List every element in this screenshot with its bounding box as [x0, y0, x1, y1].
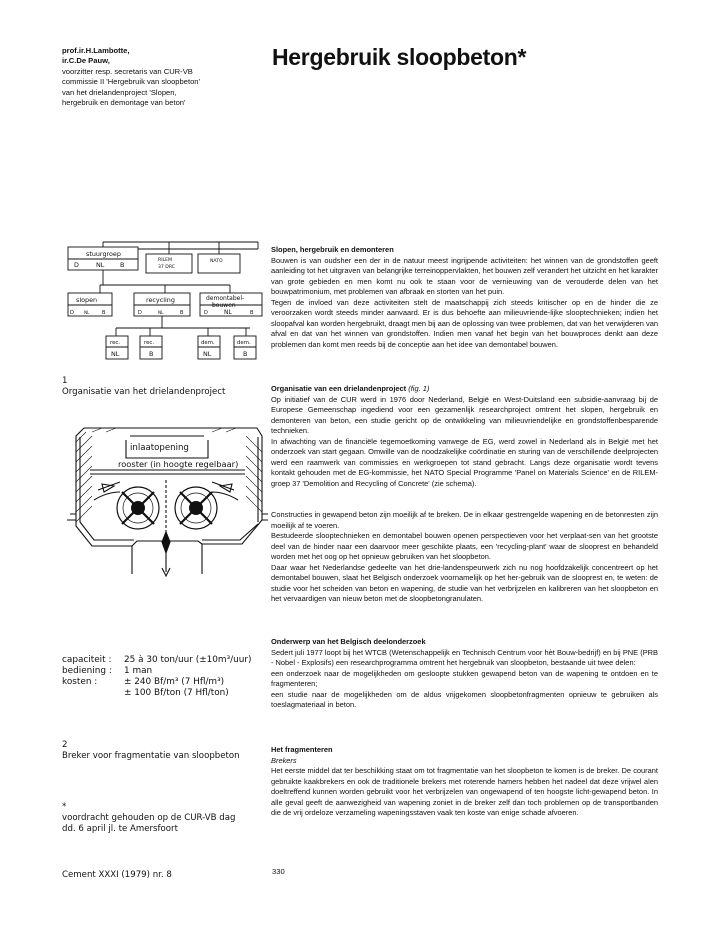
org-slopen-d: D: [70, 310, 74, 316]
subheading: Brekers: [271, 755, 297, 765]
footnote-line-1: voordracht gehouden op de CUR-VB dag: [62, 813, 236, 823]
crusher-drawing: [62, 422, 270, 684]
author-line-3: van het drielandenproject 'Slopen,: [62, 87, 177, 97]
author-line-4: hergebruik en demontage van beton': [62, 98, 186, 108]
org-stuurgroep: stuurgroep: [86, 250, 121, 258]
paragraph: Daar waar het Nederlandse gedeelte van het drie-landenspeurwerk zich nu nog hoofdzakelijk concentreert op het demontabel bouwen, slaat het Belgisch onderzoek voornamelijk op het her-gebruik van de slooprest en, te weten: de studie voor het scheiden van beton en wapening, de studie van het verbrijzelen en kalibreren van het sloopbeton en het vervaardigen van nieuw beton met de sloopbetongranulaten.: [271, 562, 658, 604]
spec-label: kosten :: [62, 677, 98, 687]
spec-label: bediening :: [62, 666, 112, 676]
figure-reference: (fig. 1): [408, 384, 430, 393]
org-sub-4-country: B: [243, 350, 248, 358]
org-sub-1-label: rec.: [110, 340, 121, 346]
section-slopen: [271, 245, 658, 350]
org-top-d: D: [74, 261, 79, 269]
label-inlaatopening: inlaatopening: [130, 443, 189, 453]
section-organisatie: [271, 384, 658, 489]
spec-row: [62, 688, 270, 699]
org-sub-3-label: dem.: [201, 340, 215, 346]
crusher-rotor-left: [117, 487, 159, 529]
spec-row: [62, 677, 270, 688]
org-bouwen: bouwen: [212, 302, 236, 309]
org-nato: NATO: [210, 259, 223, 264]
org-slopen: slopen: [76, 296, 98, 304]
spec-value: 1 man: [124, 666, 153, 676]
spec-row: [62, 666, 270, 677]
section-belgisch-onderzoek: [271, 637, 658, 711]
author-line-2: commissie II 'Hergebruik van sloopbeton': [62, 77, 200, 87]
section-heading: Slopen, hergebruik en demonteren: [271, 245, 394, 254]
spec-label: [62, 688, 124, 699]
org-dem-b: B: [250, 310, 254, 316]
spec-label: capaciteit :: [62, 655, 112, 665]
footnote-line-2: dd. 6 april jl. te Amersfoort: [62, 824, 178, 834]
org-demontabel: demontabel-: [206, 295, 245, 302]
org-recycling: recycling: [146, 296, 175, 304]
org-chart: [62, 240, 268, 365]
section-heading: Onderwerp van het Belgisch deelonderzoek: [271, 637, 426, 646]
spec-value: ± 100 Bf/ton (7 Hfl/ton): [124, 688, 229, 698]
paragraph: Bouwen is van oudsher een der in de natuur meest ingrijpende activiteiten: het winnen van de grondstoffen geeft aanleiding tot het uitgraven van belangrijke terreinoppervlakten, het bouwen zelf verandert het uitzicht en het karakter van grote gebieden en men komt nu ook te staan voor de vernieuwing van de verouderde delen van het bouwpatrimonium, met problemen van afbraak en storten van het puin.: [271, 255, 658, 297]
paragraph: Tegen de invloed van deze activiteiten stelt de maatschappij zich steeds kritischer op en de hinder die ze veroorzaken wordt steeds minder aanvaard. Er is dus behoefte aan milieuvriende-lijke slooptechnieken; indien het sloopafval kan worden hergebruikt, draagt men bij aan de oplossing van twee problemen, dat van het verwijderen van afval en dat van het winnen van grondstoffen. Indien men vanaf het begin van het bouwproces denkt aan deze problemen dan komt men reeds bij de conceptie aan het idee van demontabel bouwen.: [271, 297, 658, 349]
paragraph: Sedert juli 1977 loopt bij het WTCB (Wetenschappelijk en Technisch Centrum voor hèt Bouw-bedrijf) en bij PNE (PRB - Nobel - Explosifs) een researchprogramma omtrent het hergebruik van sloopbeton, bestaande uit twee delen:: [271, 647, 658, 668]
paragraph: Constructies in gewapend beton zijn moeilijk af te breken. De in elkaar gestrengelde wapening en de betonresten zijn moeilijk af te voeren.: [271, 510, 658, 530]
author-line-1: voorzitter resp. secretaris van CUR-VB: [62, 66, 193, 76]
journal-footer: Cement XXXI (1979) nr. 8: [62, 870, 172, 880]
paragraph: Op initiatief van de CUR werd in 1976 door Nederland, België en West-Duitsland een subsidie-aanvraag bij de Europese Gemeenschap ingediend voor een gezamenlijk researchproject omtrent het slopen, hergebruik en demonteren van beton, een studie gericht op de ontwikkeling van milieuvriendelijke en grondstoffenbesparende technieken.: [271, 394, 658, 436]
org-sub-4-label: dem.: [237, 340, 251, 346]
paragraph: Bestudeerde slooptechnieken en demontabel bouwen openen perspectieven voor het verplaat-sen van het grootste deel van de hinder naar een daarvoor meer geschikte plaats, een 'recycling-plant' waar de slooprest en behandeld worden met het oog op het opnieuw gebruiken van het sloopbeton.: [271, 531, 658, 562]
org-dem-nl: NL: [224, 309, 232, 316]
paragraph: een onderzoek naar de mogelijkheden om gesloopte stukken gewapend beton van de wapening te ontdoen en te fragmenteren;: [271, 668, 658, 689]
org-sub-2-label: rec.: [144, 340, 155, 346]
spec-row: [62, 655, 270, 666]
paragraph: In afwachting van de financiële tegemoetkoming vanwege de EG, werd zowel in Nederland als in België met het onderzoek van start gegaan. Omwille van de noodzakelijke coördinatie en sturing van de verschillende deelprojecten werd een raamwerk van commissies en werkgroepen tot stand gebracht. Langs deze organisatie wordt tevens kontakt gehouden met de EG-kommissie, het NATO Special Programme 'Panel on Materials Science' en de RILEM-groep 37 'Demolition and Recycling of Concrete' (zie schema).: [271, 436, 658, 488]
org-slopen-nl: NL: [84, 310, 90, 315]
org-sub-3-country: NL: [203, 350, 212, 358]
org-slopen-b: B: [102, 310, 106, 316]
paragraph: een studie naar de mogelijkheden om de aldus vrijgekomen sloopbetonfragmenten opnieuw te gebruiken als toeslagmateriaal in beton.: [271, 689, 658, 710]
org-top-nl: NL: [96, 261, 105, 269]
label-rooster: rooster (in hoogte regelbaar): [118, 459, 239, 469]
org-sub-1-country: NL: [111, 350, 120, 358]
section-fragmenteren: [271, 745, 658, 819]
org-recycling-nl: NL: [158, 310, 164, 315]
org-rilem-sub: 37 DRC: [158, 265, 176, 270]
crusher-specs: [62, 655, 270, 699]
author-name-1: prof.ir.H.Lambotte,: [62, 46, 130, 55]
org-dem-d: D: [204, 310, 208, 316]
spec-value: 25 à 30 ton/uur (±10m³/uur): [124, 655, 252, 665]
org-recycling-d: D: [138, 310, 142, 316]
section-heading: Het fragmenteren: [271, 745, 333, 754]
page-number: 330: [272, 867, 285, 876]
org-top-b: B: [120, 261, 125, 269]
org-sub-2-country: B: [149, 350, 154, 358]
author-block: [62, 46, 262, 108]
section-heading: Organisatie van een drielandenproject: [271, 384, 407, 393]
footnote-star: *: [62, 802, 67, 812]
article-title: Hergebruik sloopbeton*: [272, 44, 527, 70]
org-recycling-b: B: [180, 310, 184, 316]
crusher-rotor-right: [175, 487, 217, 529]
rilem-box: [146, 254, 192, 273]
figure-2-caption: Breker voor fragmentatie van sloopbeton: [62, 751, 240, 761]
figure-1-caption: Organisatie van het drielandenproject: [62, 387, 226, 397]
figure-1-number: 1: [62, 376, 68, 386]
org-rilem: RILEM: [158, 258, 172, 263]
figure-2-number: 2: [62, 740, 68, 750]
author-name-2: ir.C.De Pauw,: [62, 56, 110, 66]
section-constructies: [271, 510, 658, 605]
spec-value: ± 240 Bf/m³ (7 Hfl/m³): [124, 677, 225, 687]
paragraph: Het eerste middel dat ter beschikking staat om tot fragmentatie van het sloopbeton te komen is de breker. De courant gebruikte kaakbrekers en ook de traditionele brekers met roterende hamers hebben het nadeel dat deze vrijwel alen doeltreffend kunnen worden gebruikt voor het verbrijzelen van ongewapend of ten hoogste licht-gewapend beton. In alle geval geeft de aanwezigheid van wapening zoniet in de breker zelf dan toch problemen op de transportbanden die de vrij ordeloze verzameling wapeningsstaven vaak ten koste van enige schade afvoeren.: [271, 766, 658, 818]
